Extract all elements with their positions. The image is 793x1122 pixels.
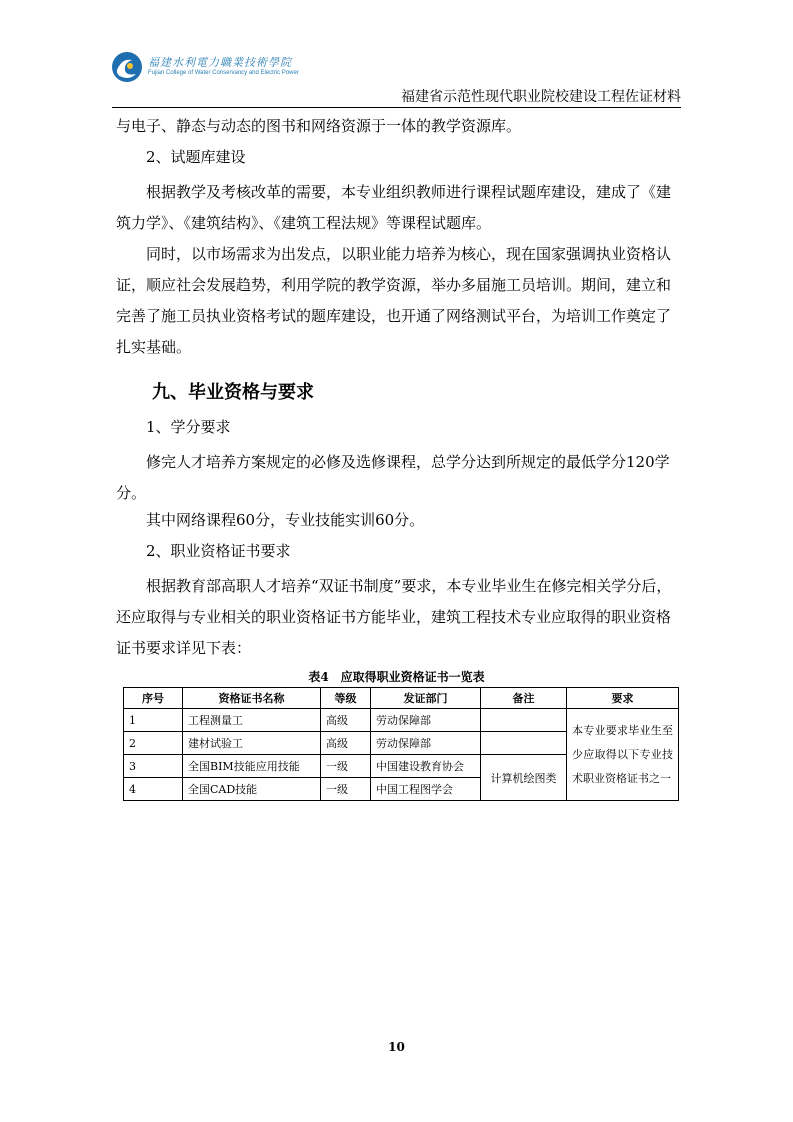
certificate-table xyxy=(123,687,679,801)
paragraph-credits: 修完人才培养方案规定的必修及选修课程，总学分达到所规定的最低学分120学分。 xyxy=(116,453,670,502)
college-logo xyxy=(110,50,300,90)
subheading-question-bank: 2、试题库建设 xyxy=(146,148,246,166)
cell-issuer: 劳动保障部 xyxy=(371,732,481,755)
header-requirement: 要求 xyxy=(567,688,679,709)
cell-level: 一级 xyxy=(321,755,371,778)
cell-requirement: 本专业要求毕业生至少应取得以下专业技术职业资格证书之一 xyxy=(567,709,679,801)
table-row xyxy=(124,709,679,732)
logo-subtext: Fujian College of Water Conservancy and Electric Power xyxy=(148,70,299,76)
cell-no: 4 xyxy=(124,778,183,801)
header-divider xyxy=(112,107,681,108)
page-number: 10 xyxy=(388,1040,405,1054)
paragraph-certificates: 根据教育部高职人才培养“双证书制度”要求，本专业毕业生在修完相关学分后，还应取得与专业相关的职业资格证书方能毕业，建筑工程技术专业应取得的职业资格证书要求详见下表： xyxy=(116,577,672,657)
subheading-credits: 1、学分要求 xyxy=(146,418,231,436)
paragraph-question-bank: 根据教学及考核改革的需要，本专业组织教师进行课程试题库建设，建成了《建筑力学》、《建筑结构》、《建筑工程法规》等课程试题库。 xyxy=(116,183,672,232)
cell-name: 全国CAD技能 xyxy=(183,778,321,801)
cell-name: 全国BIM技能应用技能 xyxy=(183,755,321,778)
table-caption: 表4 应取得职业资格证书一览表 xyxy=(308,670,485,684)
header-name: 资格证书名称 xyxy=(183,688,321,709)
cell-issuer: 中国建设教育协会 xyxy=(371,755,481,778)
section-heading: 九、毕业资格与要求 xyxy=(152,382,314,403)
paragraph-training: 同时，以市场需求为出发点，以职业能力培养为核心，现在国家强调执业资格认证，顺应社会发展趋势，利用学院的教学资源，举办多届施工员培训。期间，建立和完善了施工员执业资格考试的题库建设，也开通了网络测试平台，为培训工作奠定了扎实基础。 xyxy=(116,245,672,356)
cell-no: 1 xyxy=(124,709,183,732)
header-issuer: 发证部门 xyxy=(371,688,481,709)
cell-level: 一级 xyxy=(321,778,371,801)
header-no: 序号 xyxy=(124,688,183,709)
cell-no: 3 xyxy=(124,755,183,778)
paragraph-credit-breakdown: 其中网络课程60分，专业技能实训60分。 xyxy=(146,511,425,529)
cell-name: 工程测量工 xyxy=(183,709,321,732)
header-level: 等级 xyxy=(321,688,371,709)
cell-level: 高级 xyxy=(321,732,371,755)
cell-note-empty xyxy=(481,709,567,732)
cell-name: 建材试验工 xyxy=(183,732,321,755)
subheading-certificates: 2、职业资格证书要求 xyxy=(146,542,291,560)
cell-issuer: 劳动保障部 xyxy=(371,709,481,732)
table-header-row xyxy=(124,688,679,709)
cell-level: 高级 xyxy=(321,709,371,732)
cell-note-empty xyxy=(481,732,567,755)
logo-text: 福建水利電力職業技術學院 xyxy=(148,56,292,69)
paragraph-resource-library: 与电子、静态与动态的图书和网络资源于一体的教学资源库。 xyxy=(116,117,522,135)
header-note: 备注 xyxy=(481,688,567,709)
cell-issuer: 中国工程图学会 xyxy=(371,778,481,801)
college-emblem-icon xyxy=(110,50,144,84)
cell-no: 2 xyxy=(124,732,183,755)
cell-note-merged: 计算机绘图类 xyxy=(481,755,567,801)
header-title: 福建省示范性现代职业院校建设工程佐证材料 xyxy=(401,89,681,105)
